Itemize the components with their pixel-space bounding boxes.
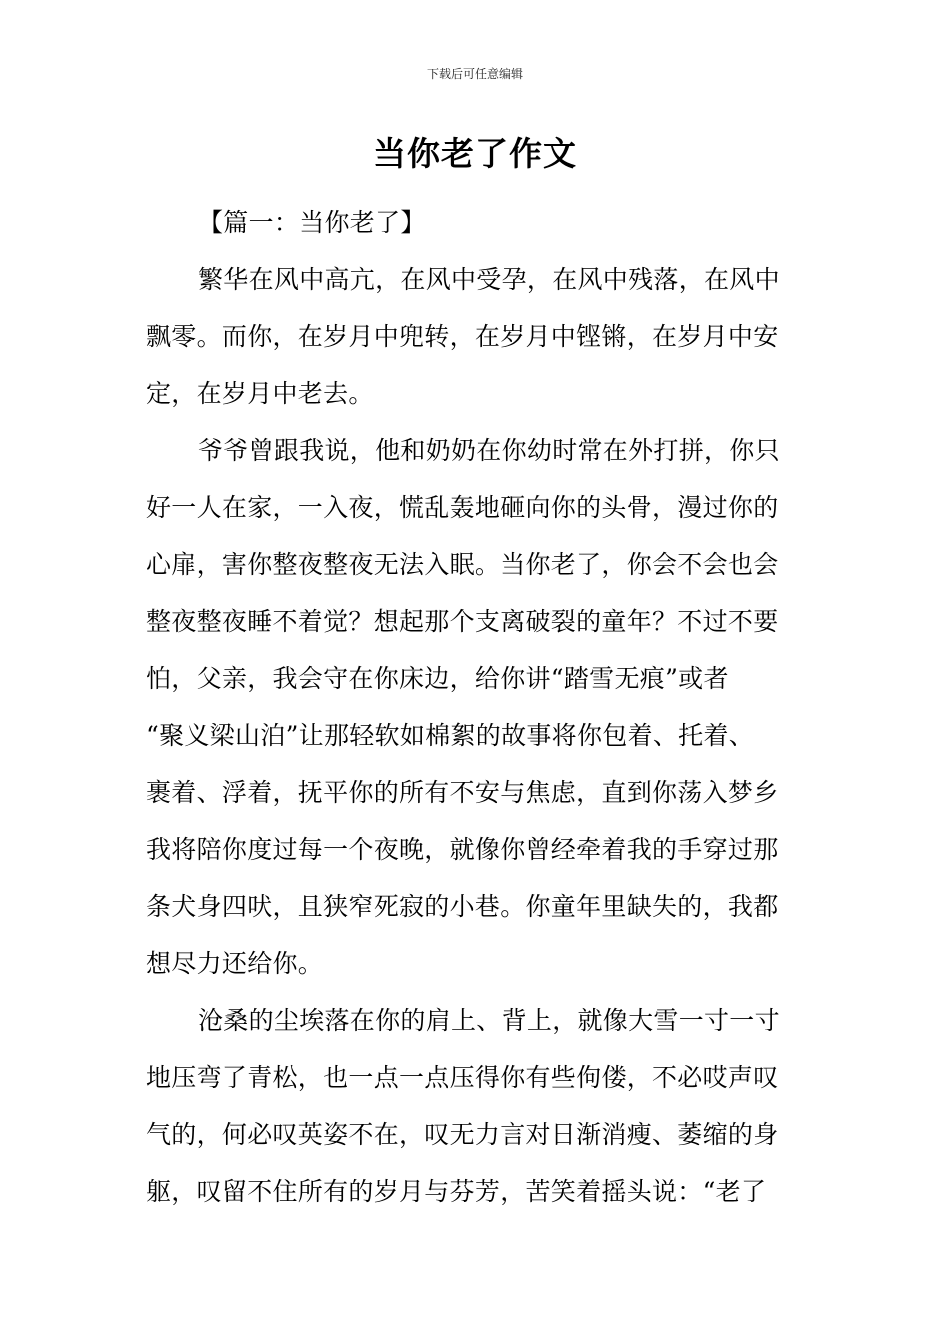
paragraph-line: 地压弯了青松，也一点一点压得你有些佝偻，不必哎声叹	[146, 1063, 779, 1092]
paragraph-line: 躯，叹留不住所有的岁月与芬芳，苦笑着摇头说：“老了	[146, 1177, 767, 1206]
document-title: 当你老了作文	[373, 134, 577, 173]
paragraph-3	[146, 992, 806, 1220]
paragraph-line: 裹着、浮着，抚平你的所有不安与焦虑，直到你荡入梦乡	[146, 778, 779, 807]
paragraph-line: 好一人在家，一入夜，慌乱轰地砸向你的头骨，漫过你的	[146, 493, 779, 522]
paragraph-line: 我将陪你度过每一个夜晚，就像你曾经牵着我的手穿过那	[146, 835, 779, 864]
paragraph-line: 心扉，害你整夜整夜无法入眠。当你老了，你会不会也会	[146, 550, 779, 579]
paragraph-line: “聚义梁山泊”让那轻软如棉絮的故事将你包着、托着、	[146, 721, 755, 750]
paragraph-2	[146, 422, 806, 992]
paragraph-line: 沧桑的尘埃落在你的肩上、背上，就像大雪一寸一寸	[198, 1006, 780, 1035]
paragraph-line: 气的，何必叹英姿不在，叹无力言对日渐消瘦、萎缩的身	[146, 1120, 779, 1149]
paragraph-line: 怕，父亲，我会守在你床边，给你讲“踏雪无痕”或者	[146, 664, 729, 693]
header-note: 下载后可任意编辑	[426, 67, 523, 81]
paragraph-1	[146, 251, 806, 422]
paragraph-line: 定，在岁月中老去。	[146, 379, 374, 408]
paragraph-line: 想尽力还给你。	[146, 949, 324, 978]
paragraph-line: 爷爷曾跟我说，他和奶奶在你幼时常在外打拼，你只	[198, 436, 780, 465]
paragraph-line: 条犬身四吠，且狭窄死寂的小巷。你童年里缺失的，我都	[146, 892, 779, 921]
paragraph-line: 繁华在风中高亢，在风中受孕，在风中残落，在风中	[198, 265, 780, 294]
section-heading	[146, 194, 806, 251]
paragraph-line: 整夜整夜睡不着觉？想起那个支离破裂的童年？不过不要	[146, 607, 779, 636]
document-body	[146, 194, 806, 1220]
paragraph-line: 飘零。而你，在岁月中兜转，在岁月中铿锵，在岁月中安	[146, 322, 779, 351]
section-heading-text: 【篇一：当你老了】	[198, 208, 426, 237]
